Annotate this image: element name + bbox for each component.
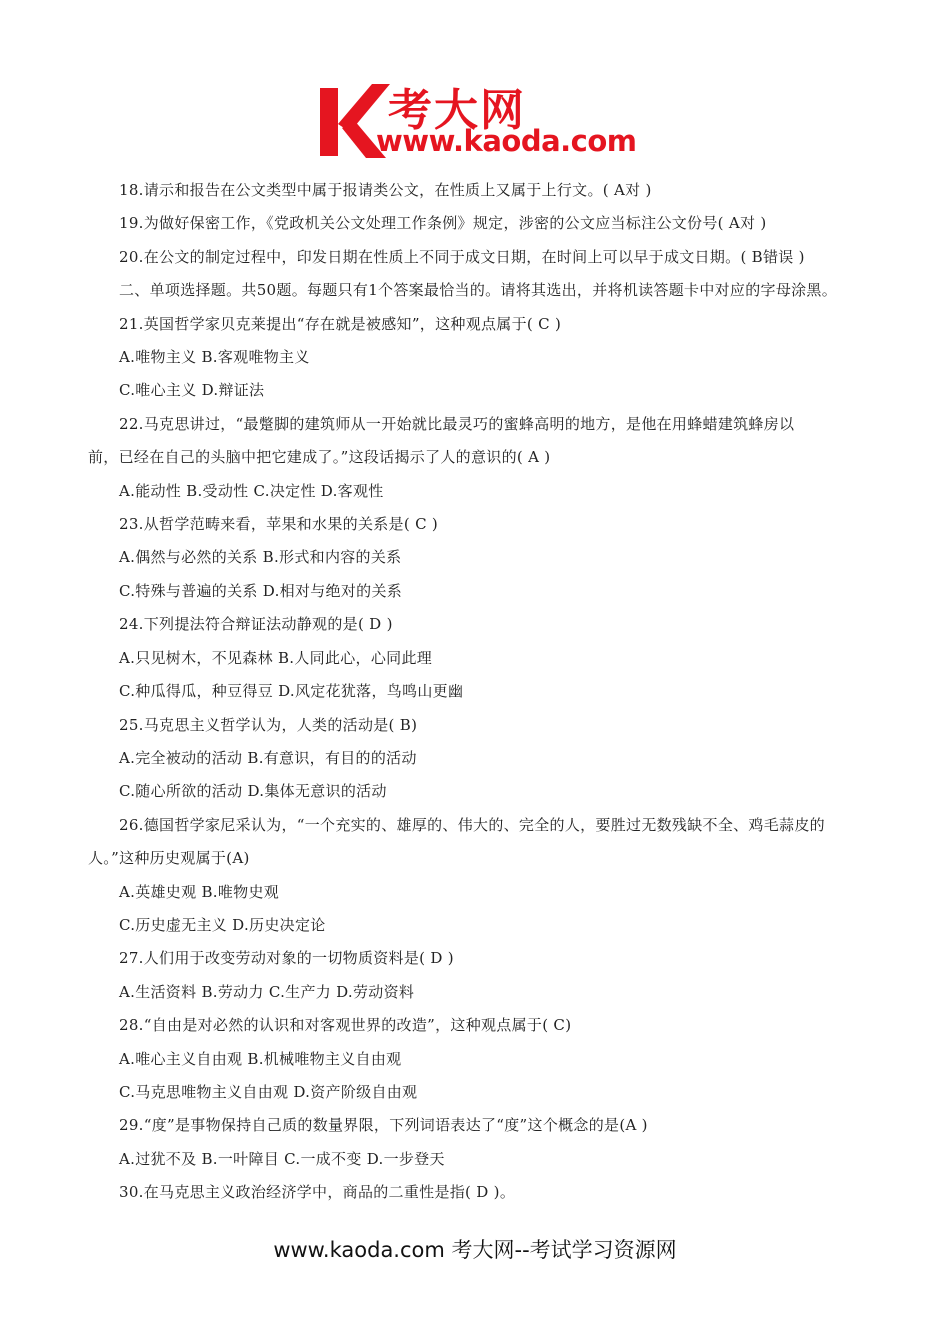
document-line: 29.“度”是事物保持自己质的数量界限，下列词语表达了“度”这个概念的是(A ) bbox=[119, 1116, 648, 1135]
document-line: 30.在马克思主义政治经济学中，商品的二重性是指( D )。 bbox=[119, 1183, 516, 1202]
document-line: A.完全被动的活动 B.有意识，有目的的活动 bbox=[119, 748, 417, 767]
document-line: 24.下列提法符合辩证法动静观的是( D ) bbox=[119, 615, 393, 634]
document-line: 25.马克思主义哲学认为，人类的活动是( B) bbox=[119, 715, 418, 734]
logo-url: www.kaoda.com bbox=[376, 124, 637, 158]
document-line: A.英雄史观 B.唯物史观 bbox=[119, 882, 280, 901]
document-body bbox=[88, 174, 878, 1210]
document-line: 23.从哲学范畴来看，苹果和水果的关系是( C ) bbox=[119, 515, 439, 534]
document-line: 28.“自由是对必然的认识和对客观世界的改造”，这种观点属于( C) bbox=[119, 1016, 572, 1035]
logo-brand-name: 考大网 bbox=[388, 85, 526, 136]
document-line: C.种瓜得瓜，种豆得豆 D.风定花犹落，鸟鸣山更幽 bbox=[119, 682, 464, 701]
document-line: 前，已经在自己的头脑中把它建成了。”这段话揭示了人的意识的( A ) bbox=[88, 448, 551, 467]
document-line: C.马克思唯物主义自由观 D.资产阶级自由观 bbox=[119, 1082, 418, 1101]
document-line: A.只见树木，不见森林 B.人同此心，心同此理 bbox=[119, 648, 433, 667]
document-line: C.特殊与普遍的关系 D.相对与绝对的关系 bbox=[119, 581, 403, 600]
document-line: A.唯心主义自由观 B.机械唯物主义自由观 bbox=[119, 1049, 402, 1068]
document-line: 22.马克思讲过，“最蹩脚的建筑师从一开始就比最灵巧的蜜蜂高明的地方，是他在用蜂蜡建筑蜂房以 bbox=[119, 414, 795, 433]
document-line: A.唯物主义 B.客观唯物主义 bbox=[119, 348, 310, 367]
document-line: 18.请示和报告在公文类型中属于报请类公文，在性质上又属于上行文。( A对 ) bbox=[119, 181, 652, 199]
document-line: 26.德国哲学家尼采认为，“一个充实的、雄厚的、伟大的、完全的人，要胜过无数残缺不全、鸡毛蒜皮的 bbox=[119, 815, 825, 834]
document-line: A.能动性 B.受动性 C.决定性 D.客观性 bbox=[119, 481, 384, 500]
document-line: 人。”这种历史观属于(A) bbox=[88, 849, 250, 868]
document-line: A.过犹不及 B.一叶障目 C.一成不变 D.一步登天 bbox=[119, 1149, 445, 1168]
document-line: 19.为做好保密工作，《党政机关公文处理工作条例》规定，涉密的公文应当标注公文份号( A对 ) bbox=[119, 214, 767, 233]
document-line: 20.在公文的制定过程中，印发日期在性质上不同于成文日期，在时间上可以早于成文日期。( B错误 ) bbox=[119, 247, 805, 266]
document-line: 27.人们用于改变劳动对象的一切物质资料是( D ) bbox=[119, 949, 454, 968]
page-footer: www.kaoda.com 考大网--考试学习资源网 bbox=[273, 1238, 677, 1262]
document-line: C.历史虚无主义 D.历史决定论 bbox=[119, 915, 326, 934]
document-line: A.偶然与必然的关系 B.形式和内容的关系 bbox=[119, 548, 402, 567]
document-line: 21.英国哲学家贝克莱提出“存在就是被感知”，这种观点属于( C ) bbox=[119, 314, 562, 333]
document-line: C.唯心主义 D.辩证法 bbox=[119, 381, 265, 400]
document-line: C.随心所欲的活动 D.集体无意识的活动 bbox=[119, 782, 387, 801]
document-line: A.生活资料 B.劳动力 C.生产力 D.劳动资料 bbox=[119, 982, 415, 1001]
kaoda-logo bbox=[316, 78, 646, 164]
document-line: 二、单项选择题。共50题。每题只有1个答案最恰当的。请将其选出，并将机读答题卡中对应的字母涂黑。 bbox=[119, 281, 838, 300]
